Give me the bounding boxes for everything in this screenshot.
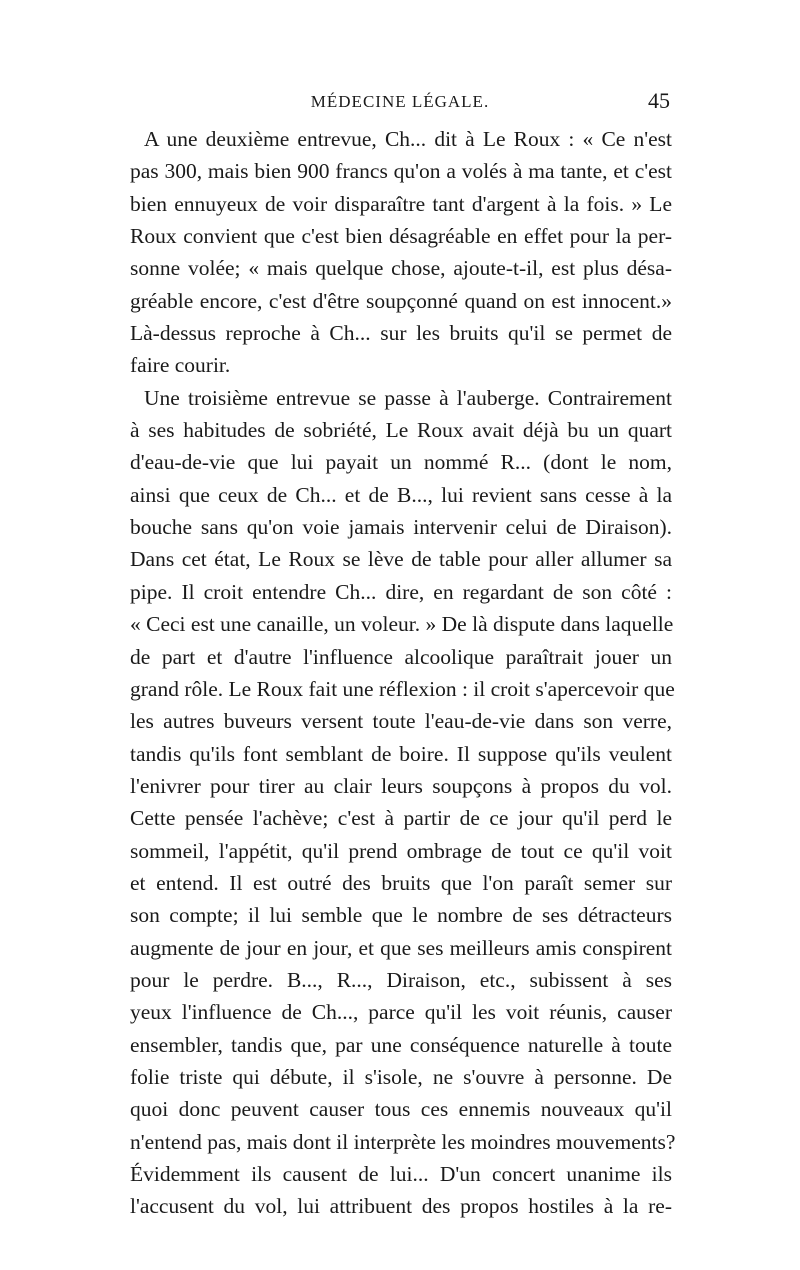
text-line: pour le perdre. B..., R..., Diraison, etc., subissent à ses bbox=[130, 967, 672, 992]
text-line: gréable encore, c'est d'être soupçonné quand on est innocent.» bbox=[130, 288, 672, 313]
text-line: Une troisième entrevue se passe à l'auberge. Contrairement bbox=[144, 385, 672, 410]
text-line: bien ennuyeux de voir disparaître tant d'argent à la fois. » Le bbox=[130, 191, 672, 216]
text-line: augmente de jour en jour, et que ses meilleurs amis conspirent bbox=[130, 935, 672, 960]
text-line: d'eau-de-vie que lui payait un nommé R... (dont le nom, bbox=[130, 450, 672, 475]
text-line: ensembler, tandis que, par une conséquence naturelle à toute bbox=[130, 1032, 672, 1057]
text-line: Cette pensée l'achève; c'est à partir de ce jour qu'il perd le bbox=[130, 806, 672, 831]
text-line: l'enivrer pour tirer au clair leurs soupçons à propos du vol. bbox=[130, 773, 672, 798]
text-line: folie triste qui débute, il s'isole, ne s'ouvre à personne. De bbox=[130, 1064, 672, 1089]
text-line: quoi donc peuvent causer tous ces ennemis nouveaux qu'il bbox=[130, 1097, 672, 1122]
text-line: n'entend pas, mais dont il interprète les moindres mouvements? bbox=[130, 1129, 676, 1154]
text-line: pipe. Il croit entendre Ch... dire, en regardant de son côté : bbox=[130, 579, 672, 604]
text-line: tandis qu'ils font semblant de boire. Il suppose qu'ils veulent bbox=[130, 741, 672, 766]
text-line: Là-dessus reproche à Ch... sur les bruits qu'il se permet de bbox=[130, 321, 672, 346]
text-line: Évidemment ils causent de lui... D'un concert unanime ils bbox=[130, 1162, 672, 1186]
text-line: bouche sans qu'on voie jamais intervenir celui de Diraison). bbox=[130, 515, 672, 540]
text-line: pas 300, mais bien 900 francs qu'on a volés à ma tante, et c'est bbox=[130, 159, 672, 184]
text-line: les autres buveurs versent toute l'eau-de-vie dans son verre, bbox=[130, 709, 672, 734]
running-head bbox=[130, 88, 670, 120]
text-line: et entend. Il est outré des bruits que l'on paraît semer sur bbox=[130, 870, 672, 895]
text-line: sonne volée; « mais quelque chose, ajoute-t-il, est plus désa- bbox=[130, 256, 672, 281]
text-line: l'accusent du vol, lui attribuent des propos hostiles à la re- bbox=[130, 1194, 672, 1219]
text-line: sommeil, l'appétit, qu'il prend ombrage de tout ce qu'il voit bbox=[130, 838, 672, 863]
text-line: de part et d'autre l'influence alcoolique paraîtrait jouer un bbox=[130, 644, 672, 669]
text-line: son compte; il lui semble que le nombre de ses détracteurs bbox=[130, 903, 672, 928]
text-line: grand rôle. Le Roux fait une réflexion : il croit s'apercevoir que bbox=[130, 676, 675, 701]
text-line: « Ceci est une canaille, un voleur. » De là dispute dans laquelle bbox=[130, 612, 674, 637]
text-line: à ses habitudes de sobriété, Le Roux avait déjà bu un quart bbox=[130, 418, 672, 443]
text-line: A une deuxième entrevue, Ch... dit à Le Roux : « Ce n'est bbox=[144, 127, 672, 151]
page-number: 45 bbox=[648, 88, 670, 113]
text-line: yeux l'influence de Ch..., parce qu'il les voit réunis, causer bbox=[130, 1000, 672, 1025]
text-line: Roux convient que c'est bien désagréable en effet pour la per- bbox=[130, 224, 672, 249]
text-line: faire courir. bbox=[130, 353, 231, 378]
running-title: MÉDECINE LÉGALE. bbox=[310, 92, 490, 111]
text-line: ainsi que ceux de Ch... et de B..., lui revient sans cesse à la bbox=[130, 482, 672, 507]
text-line: Dans cet état, Le Roux se lève de table pour aller allumer sa bbox=[130, 547, 672, 572]
body-text bbox=[130, 123, 676, 1223]
